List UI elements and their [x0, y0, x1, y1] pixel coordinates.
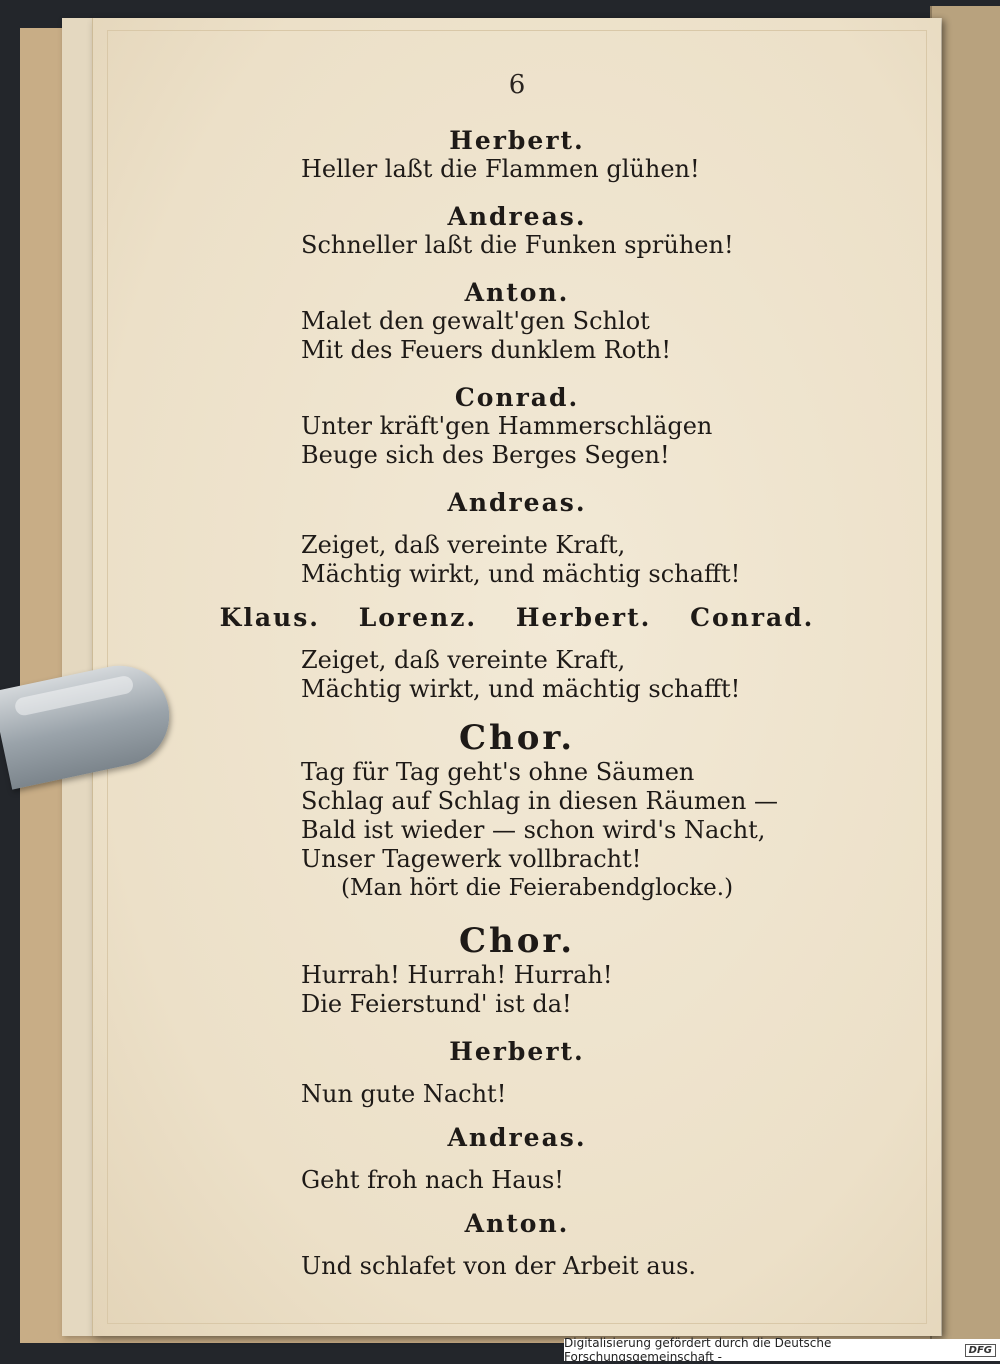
verse-line: Zeiget, daß vereinte Kraft, — [301, 531, 626, 559]
digitization-footer — [564, 1336, 1000, 1364]
verse-line: Zeiget, daß vereinte Kraft, — [301, 646, 626, 674]
verse-line: Unter kräft'gen Hammerschlägen — [301, 412, 713, 440]
speaker-heading: Herbert. — [449, 126, 585, 155]
speaker-heading: Andreas. — [447, 1123, 587, 1152]
book-page — [92, 18, 941, 1336]
speaker-heading: Herbert. — [449, 1037, 585, 1066]
verse-line: Geht froh nach Haus! — [301, 1166, 564, 1194]
page-number: 6 — [508, 70, 526, 100]
speaker-name: Herbert. — [515, 603, 652, 632]
speaker-heading: Anton. — [464, 1209, 570, 1238]
verse-line: Schlag auf Schlag in diesen Räumen — — [301, 787, 778, 815]
verse-line: Die Feierstund' ist da! — [301, 990, 572, 1018]
speaker-heading: Andreas. — [447, 488, 587, 517]
verse-line: Nun gute Nacht! — [301, 1080, 507, 1108]
chorus-heading: Chor. — [458, 718, 576, 758]
verse-line: Mit des Feuers dunklem Roth! — [301, 336, 672, 364]
chorus-heading: Chor. — [458, 921, 576, 961]
speaker-name: Conrad. — [690, 603, 815, 632]
verse-line: Schneller laßt die Funken sprühen! — [301, 231, 734, 259]
verse-line: Und schlafet von der Arbeit aus. — [301, 1252, 697, 1280]
verse-line: Tag für Tag geht's ohne Säumen — [301, 758, 695, 786]
verse-line: Beuge sich des Berges Segen! — [301, 441, 670, 469]
stage-direction: (Man hört die Feierabendglocke.) — [341, 875, 734, 901]
speaker-heading: Anton. — [464, 278, 570, 307]
verse-line: Bald ist wieder — schon wird's Nacht, — [301, 816, 766, 844]
speaker-name: Lorenz. — [358, 603, 478, 632]
verse-line: Heller laßt die Flammen glühen! — [301, 155, 700, 183]
multi-speaker-heading — [93, 603, 941, 632]
verse-line: Hurrah! Hurrah! Hurrah! — [301, 961, 613, 989]
verse-line: Mächtig wirkt, und mächtig schafft! — [301, 560, 741, 588]
verse-line: Unser Tagewerk vollbracht! — [301, 845, 642, 873]
verse-line: Mächtig wirkt, und mächtig schafft! — [301, 675, 741, 703]
footer-text: Digitalisierung gefördert durch die Deutsche Forschungsgemeinschaft - — [564, 1336, 832, 1364]
speaker-name: Klaus. — [219, 603, 320, 632]
page-text — [93, 126, 941, 1281]
verse-line: Malet den gewalt'gen Schlot — [301, 307, 650, 335]
speaker-heading: Andreas. — [447, 202, 587, 231]
dfg-logo: DFG — [965, 1344, 996, 1357]
speaker-heading: Conrad. — [454, 383, 580, 412]
